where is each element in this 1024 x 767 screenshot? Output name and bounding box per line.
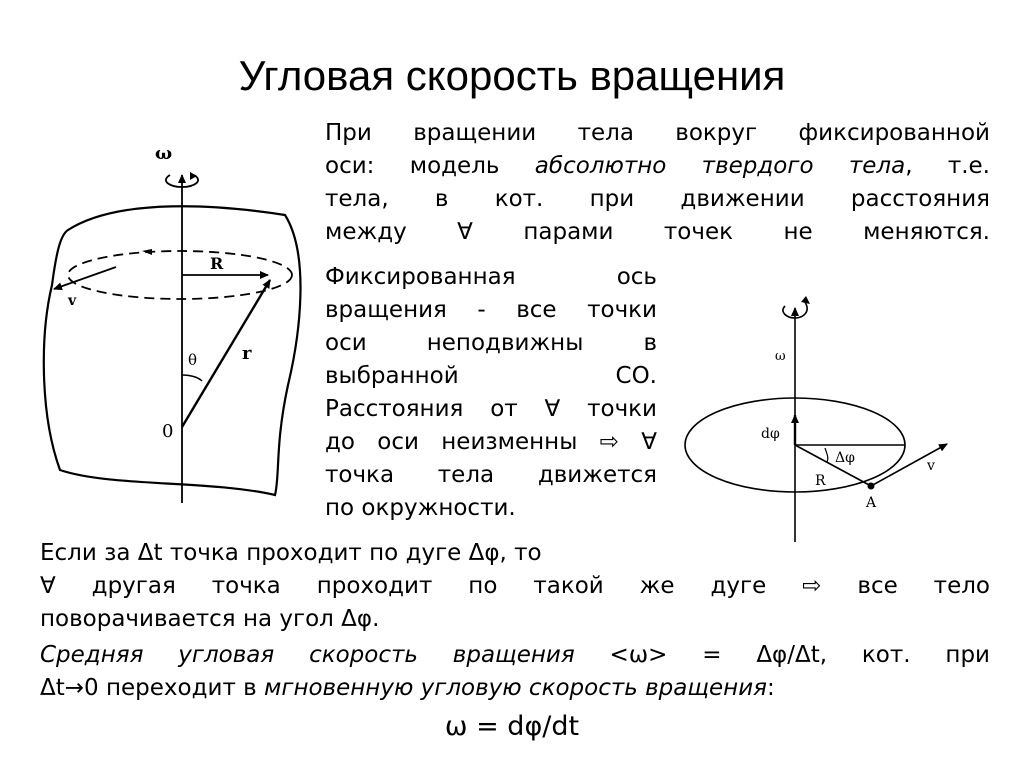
radius-to-A xyxy=(795,445,871,486)
omega-label-right: ω xyxy=(775,349,786,364)
p3-line-3: поворачивается на угол Δφ. xyxy=(40,606,380,632)
p1-line-4: между ∀ парами точек не меняются. xyxy=(325,219,990,245)
angular-velocity-formula: ω = dφ/dt xyxy=(444,711,580,742)
p2-line-2: вращения - все точки xyxy=(325,297,657,323)
v-label-right: v xyxy=(927,458,935,474)
delta-phi-label: Δφ xyxy=(835,450,855,466)
v-label-left: v xyxy=(68,293,77,309)
theta-label: θ xyxy=(188,351,198,369)
p4-line-1: Средняя угловая скорость вращения <ω> = Δφ/Δt, кот. при xyxy=(40,642,991,668)
p2-line-4: выбранной СО. xyxy=(325,363,657,389)
p1-line-2: оси: модель абсолютно твердого тела, т.е. xyxy=(325,153,990,179)
p2-line-7: точка тела движется xyxy=(325,462,657,488)
p1-line-3: тела, в кот. при движении расстояния xyxy=(325,186,990,212)
r-label-left: r xyxy=(242,343,252,364)
p1-line-1: При вращении тела вокруг фиксированной xyxy=(325,120,990,146)
body-outline xyxy=(44,206,301,495)
p2-line-5: Расстояния от ∀ точки xyxy=(325,396,657,422)
p3-line-1: Если за Δt точка проходит по дуге Δφ, то xyxy=(40,540,542,566)
p2-line-1: Фиксированная ось xyxy=(325,264,657,290)
R-label-right: R xyxy=(815,473,826,489)
p2-line-6: до оси неизменны ⇨ ∀ xyxy=(325,429,657,455)
p3-line-2: ∀ другая точка проходит по такой же дуге ⇨ все тело xyxy=(40,573,990,599)
dphi-label: dφ xyxy=(761,426,780,442)
velocity-vector-right xyxy=(871,444,947,486)
origin-label: 0 xyxy=(162,421,174,442)
p4-line-2: Δt→0 переходит в мгновенную угловую скорость вращения: xyxy=(40,675,775,701)
slide-title: Угловая скорость вращения xyxy=(238,52,786,99)
rigid-body-figure xyxy=(30,135,320,510)
rotating-disc-figure xyxy=(675,280,965,550)
R-label-left: R xyxy=(210,254,224,273)
omega-label-left: ω xyxy=(155,143,173,164)
p2-line-3: оси неподвижны в xyxy=(325,330,657,356)
velocity-vector xyxy=(54,267,116,289)
A-label: A xyxy=(866,495,877,511)
p2-line-8: по окружности. xyxy=(325,495,516,521)
